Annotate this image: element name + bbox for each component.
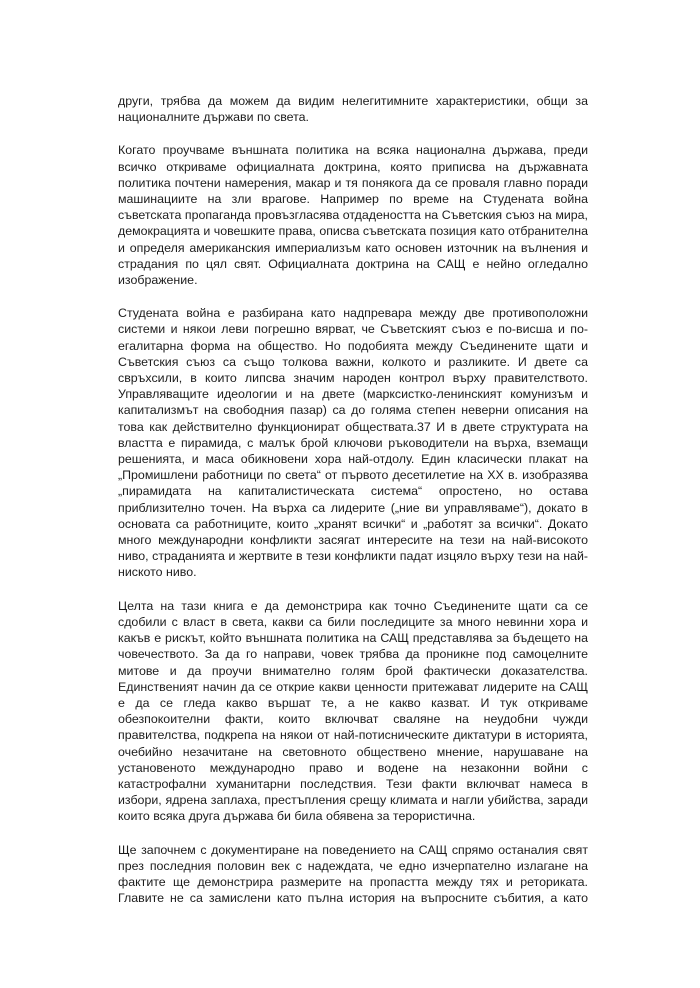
document-page <box>118 93 588 923</box>
paragraph-4: Целта на тази книга е да демонстрира как точно Съединените щати са се сдобили с власт в света, какви са били последиците за много невинни хора и какъв е рискът, който външната политика на САЩ представлява за бъдещето на човечеството. За да го направи, човек трябва да проникне под самоцелните митове и да проучи внимателно голям брой фактически доказателства. Единственият начин да се открие какви ценности притежават лидерите на САЩ е да се гледа какво вършат те, а не какво казват. И тук откриваме обезпокоителни факти, които включват сваляне на неудобни чужди правителства, подкрепа на някои от най-потисническите диктатури в историята, очебийно незачитане на световното обществено мнение, нарушаване на установеното международно право и водене на незаконни войни с катастрофални хуманитарни последствия. Тези факти включват намеса в избори, ядрена заплаха, престъпления срещу климата и нагли убийства, заради които всяка друга държава би била обявена за терористична. <box>118 598 588 824</box>
paragraph-3: Студената война е разбирана като надпревара между две противоположни системи и някои леви погрешно вярват, че Съветският съюз е по-висша и по-егалитарна форма на общество. Но подобията между Съединените щати и Съветския съюз са също толкова важни, колкото и разликите. И двете са свръхсили, в които липсва значим народен контрол върху правителството. Управляващите идеологии и на двете (марксистко-ленинският комунизъм и капитализмът на свободния пазар) са до голяма степен неверни описания на това как действително функционират обществата.37 И в двете структурата на властта е пирамида, с малък брой ключови ръководители на върха, вземащи решенията, и маса обикновени хора най-отдолу. Един класически плакат на „Промишлени работници по света“ от първото десетилетие на XX в. изобразява „пирамидата на капиталистическата система“ опростено, но остава приблизително точен. На върха са лидерите („ние ви управляваме“), докато в основата са работниците, които „хранят всички“ и „работят за всички“. Докато много международни конфликти засягат интересите на тези на най-високото ниво, страданията и жертвите в тези конфликти падат изцяло върху тези на най-ниското ниво. <box>118 306 588 580</box>
paragraph-5: Ще започнем с документиране на поведението на САЩ спрямо останалия свят през последния половин век с надеждата, че едно изчерпателно излагане на фактите ще демонстрира размерите на пропастта между тях и реториката. Главите не са замислени като пълна история на въпросните събития, а като <box>118 842 588 906</box>
paragraph-2: Когато проучваме външната политика на всяка национална държава, преди всичко откриваме официалната доктрина, която приписва на държавната политика почтени намерения, макар и тя понякога да се проваля главно поради машинациите на зли врагове. Например по време на Студената война съветската пропаганда провъзгласява отдадеността на Съветския съюз на мира, демокрацията и човешките права, описва съветската позиция като отбранителна и определя американския империализъм като основен източник на вълнения и страдания по цял свят. Официалната доктрина на САЩ е нейно огледално изображение. <box>118 143 588 288</box>
paragraph-1: други, трябва да можем да видим нелегитимните характеристики, общи за националните държави по света. <box>118 94 588 125</box>
